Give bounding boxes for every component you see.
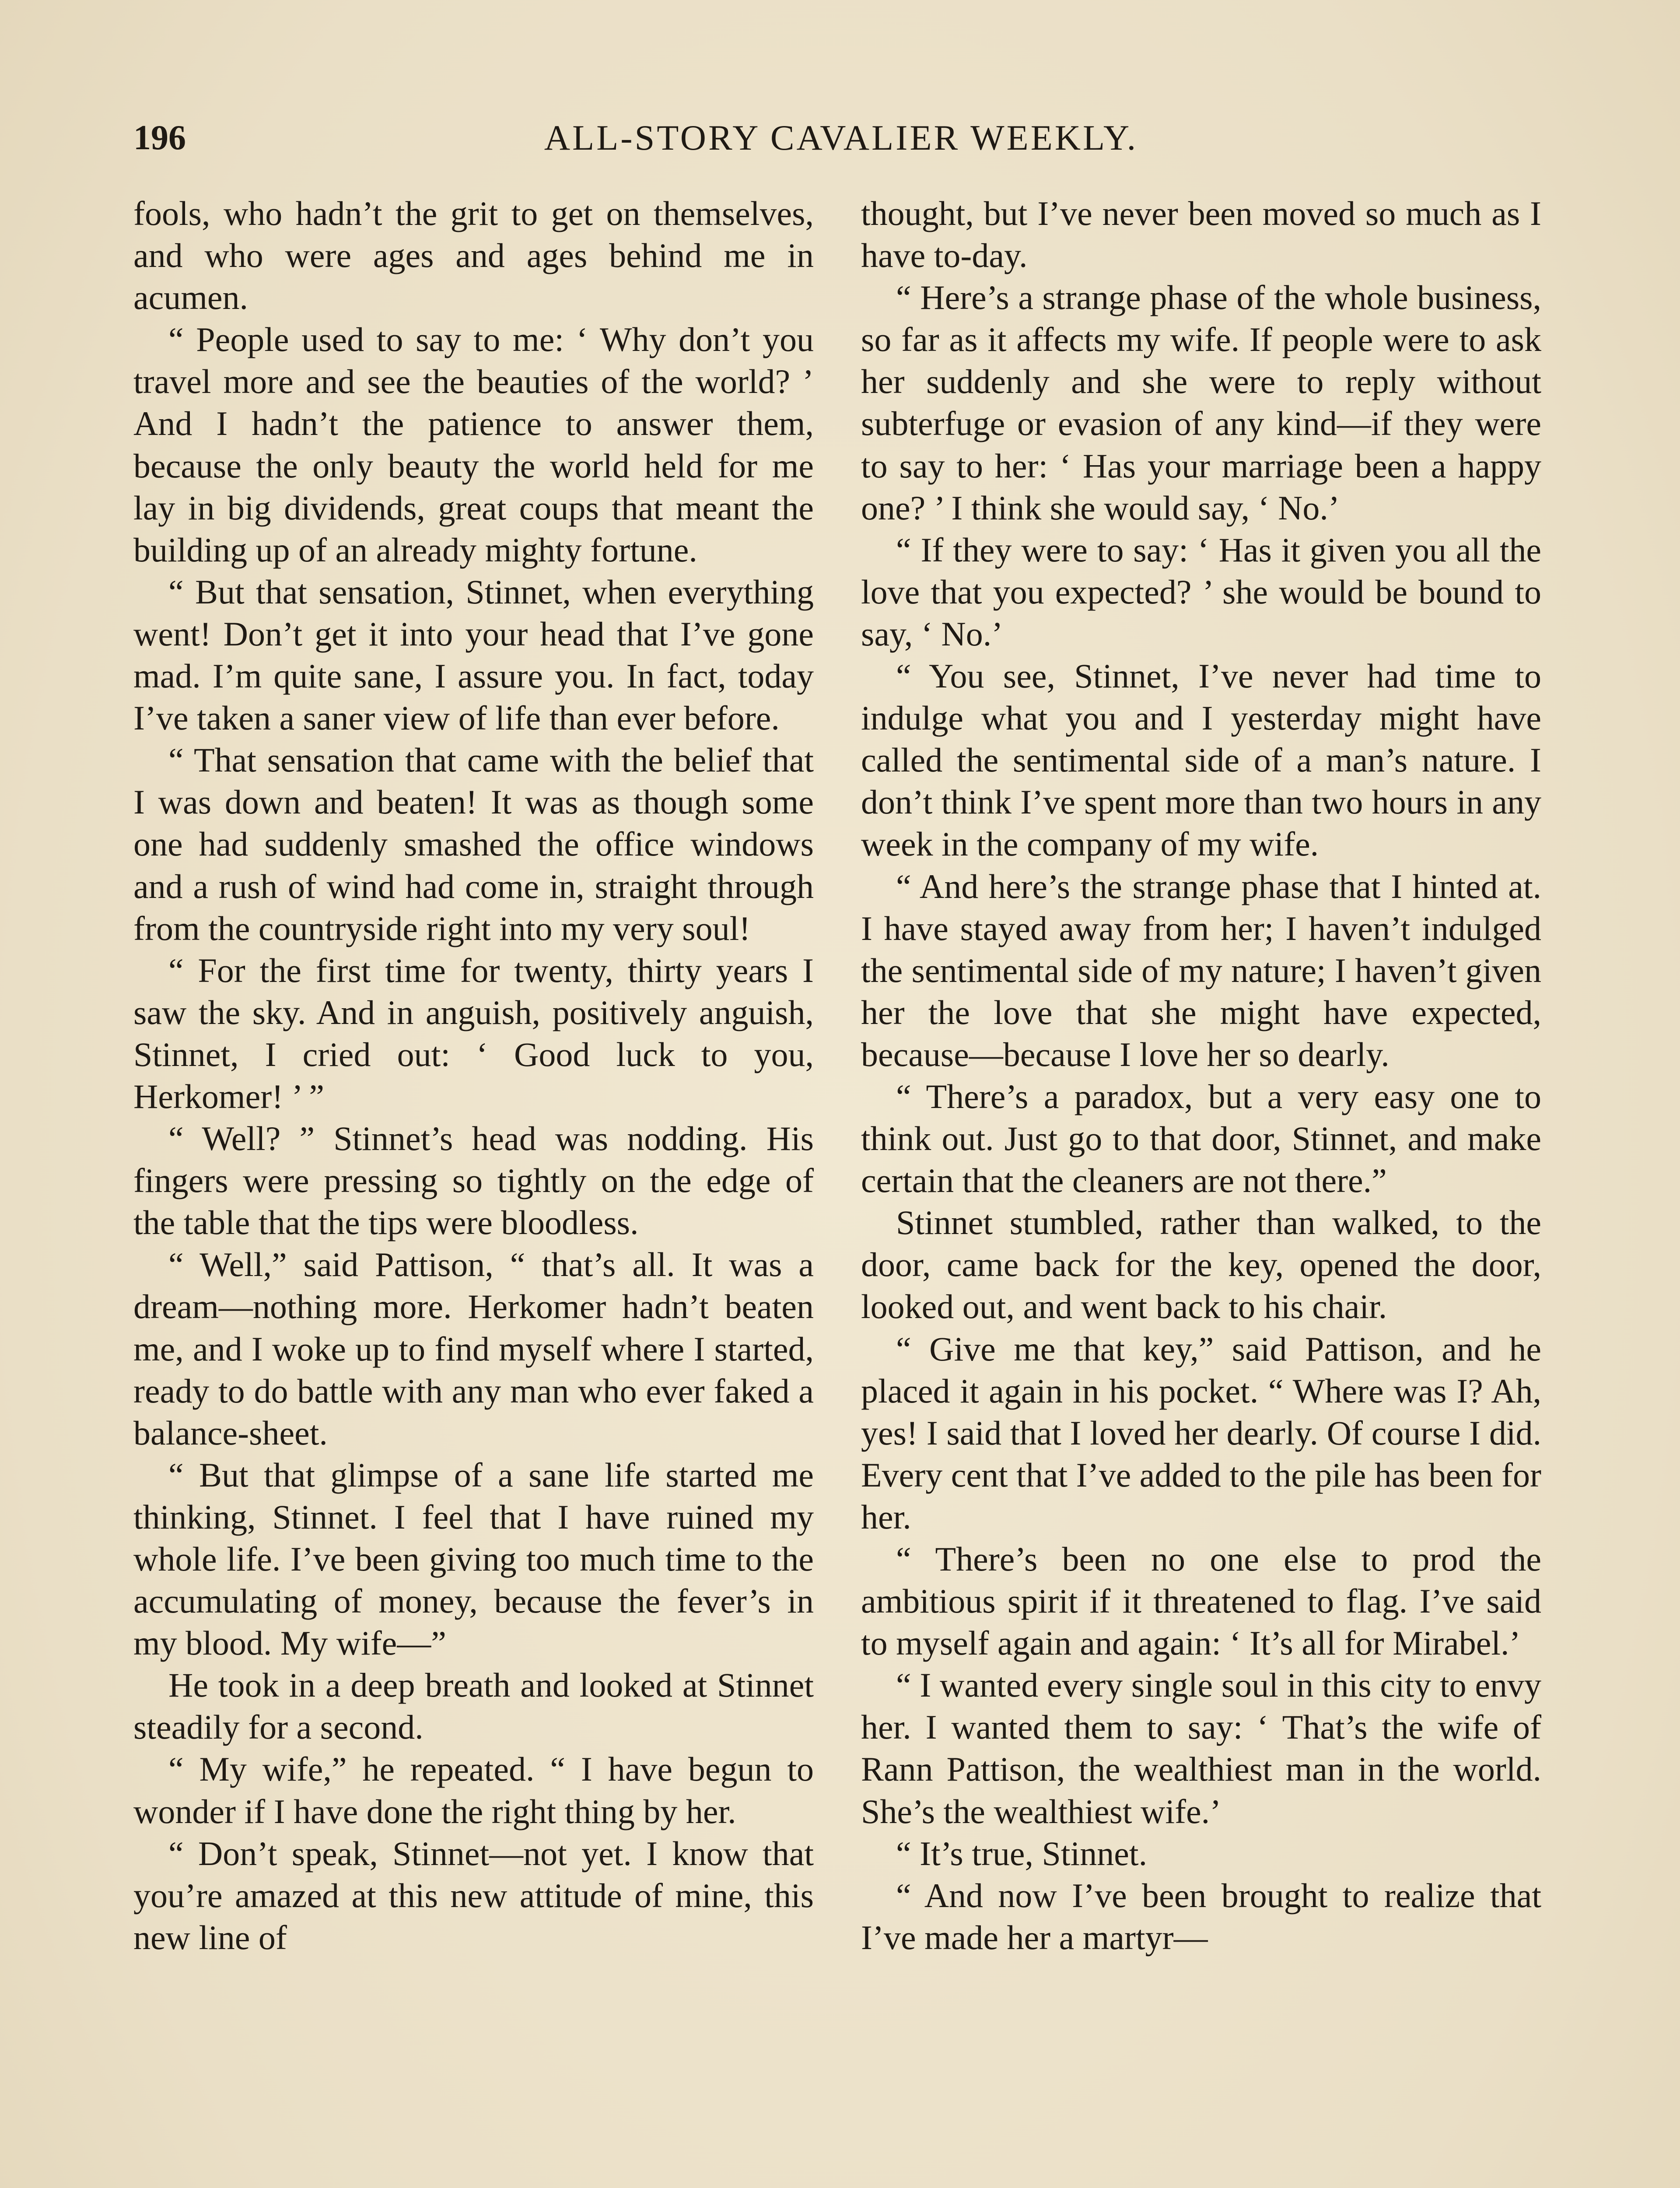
- paragraph: “ For the first time for twenty, thirty years I saw the sky. And in anguish, positively anguish, Stinnet, I cried out: ‘ Good luck to you, Herkomer! ’ ”: [133, 951, 814, 1115]
- paragraph: “ It’s true, Stinnet.: [896, 1834, 1148, 1872]
- paragraph: “ Well? ” Stinnet’s head was nodding. His fingers were pressing so tightly on the edge of the table that the tips were bloodless.: [133, 1119, 814, 1242]
- paragraph: “ My wife,” he repeated. “ I have begun to wonder if I have done the right thing by her.: [133, 1750, 814, 1830]
- paragraph: “ I wanted every single soul in this city to envy her. I wanted them to say: ‘ That’s the wife of Rann Pattison, the wealthiest man in the world. She’s the wealthiest wife.’: [861, 1666, 1541, 1830]
- paragraph: He took in a deep breath and looked at Stinnet steadily for a second.: [133, 1666, 814, 1746]
- paragraph: “ People used to say to me: ‘ Why don’t you travel more and see the beauties of the world? ’ And I hadn’t the patience to answer them, because the only beauty the world held for me lay in big dividends, great coups that meant the building up of an already mighty fortune.: [133, 320, 814, 569]
- left-column: [133, 193, 814, 1959]
- paragraph: “ But that glimpse of a sane life started me thinking, Stinnet. I feel that I have ruined my whole life. I’ve been giving too much time to the accumulating of money, because the fever’s in my blood. My wife—”: [133, 1455, 814, 1662]
- page-header: [133, 112, 1549, 164]
- paragraph: Stinnet stumbled, rather than walked, to the door, came back for the key, opened the door, looked out, and went back to his chair.: [861, 1203, 1541, 1326]
- paragraph: “ If they were to say: ‘ Has it given you all the love that you expected? ’ she would be bound to say, ‘ No.’: [861, 530, 1541, 653]
- paragraph: “ Don’t speak, Stinnet—not yet. I know that you’re amazed at this new attitude of mine, this new line of: [133, 1834, 814, 1957]
- running-title: ALL-STORY CAVALIER WEEKLY.: [544, 118, 1138, 158]
- paragraph: “ There’s a paradox, but a very easy one to think out. Just go to that door, Stinnet, and make certain that the cleaners are not there.”: [861, 1077, 1541, 1200]
- paragraph: “ And now I’ve been brought to realize that I’ve made her a martyr—: [861, 1876, 1541, 1957]
- paragraph: “ And here’s the strange phase that I hinted at. I have stayed away from her; I haven’t indulged the sentimental side of my nature; I haven’t given her the love that she might have expected, because—because I love her so dearly.: [861, 867, 1541, 1073]
- paragraph: “ You see, Stinnet, I’ve never had time to indulge what you and I yesterday might have called the sentimental side of a man’s nature. I don’t think I’ve spent more than two hours in any week in the company of my wife.: [861, 657, 1541, 863]
- paragraph: fools, who hadn’t the grit to get on themselves, and who were ages and ages behind me in acumen.: [133, 194, 814, 317]
- paragraph: “ But that sensation, Stinnet, when everything went! Don’t get it into your head that I’ve gone mad. I’m quite sane, I assure you. In fact, today I’ve taken a saner view of life than ever before.: [133, 572, 814, 737]
- paragraph: “ Here’s a strange phase of the whole business, so far as it affects my wife. If people were to ask her suddenly and she were to reply without subterfuge or evasion of any kind—if they were to say to her: ‘ Has your marriage been a happy one? ’ I think she would say, ‘ No.’: [861, 278, 1541, 527]
- paragraph: “ That sensation that came with the belief that I was down and beaten! It was as though some one had suddenly smashed the office windows and a rush of wind had come in, straight through from the countryside right into my very soul!: [133, 741, 814, 947]
- paragraph: “ Well,” said Pattison, “ that’s all. It was a dream—nothing more. Herkomer hadn’t beaten me, and I woke up to find myself where I started, ready to do battle with any man who ever faked a balance-sheet.: [133, 1245, 814, 1452]
- right-column: [861, 193, 1541, 1959]
- paragraph: thought, but I’ve never been moved so much as I have to-day.: [861, 194, 1541, 275]
- paragraph: “ Give me that key,” said Pattison, and he placed it again in his pocket. “ Where was I? Ah, yes! I said that I loved her dearly. Of course I did. Every cent that I’ve added to the pile has been for her.: [861, 1329, 1542, 1536]
- paragraph: “ There’s been no one else to prod the ambitious spirit if it threatened to flag. I’ve said to myself again and again: ‘ It’s all for Mirabel.’: [861, 1540, 1541, 1662]
- page-number: 196: [133, 119, 186, 157]
